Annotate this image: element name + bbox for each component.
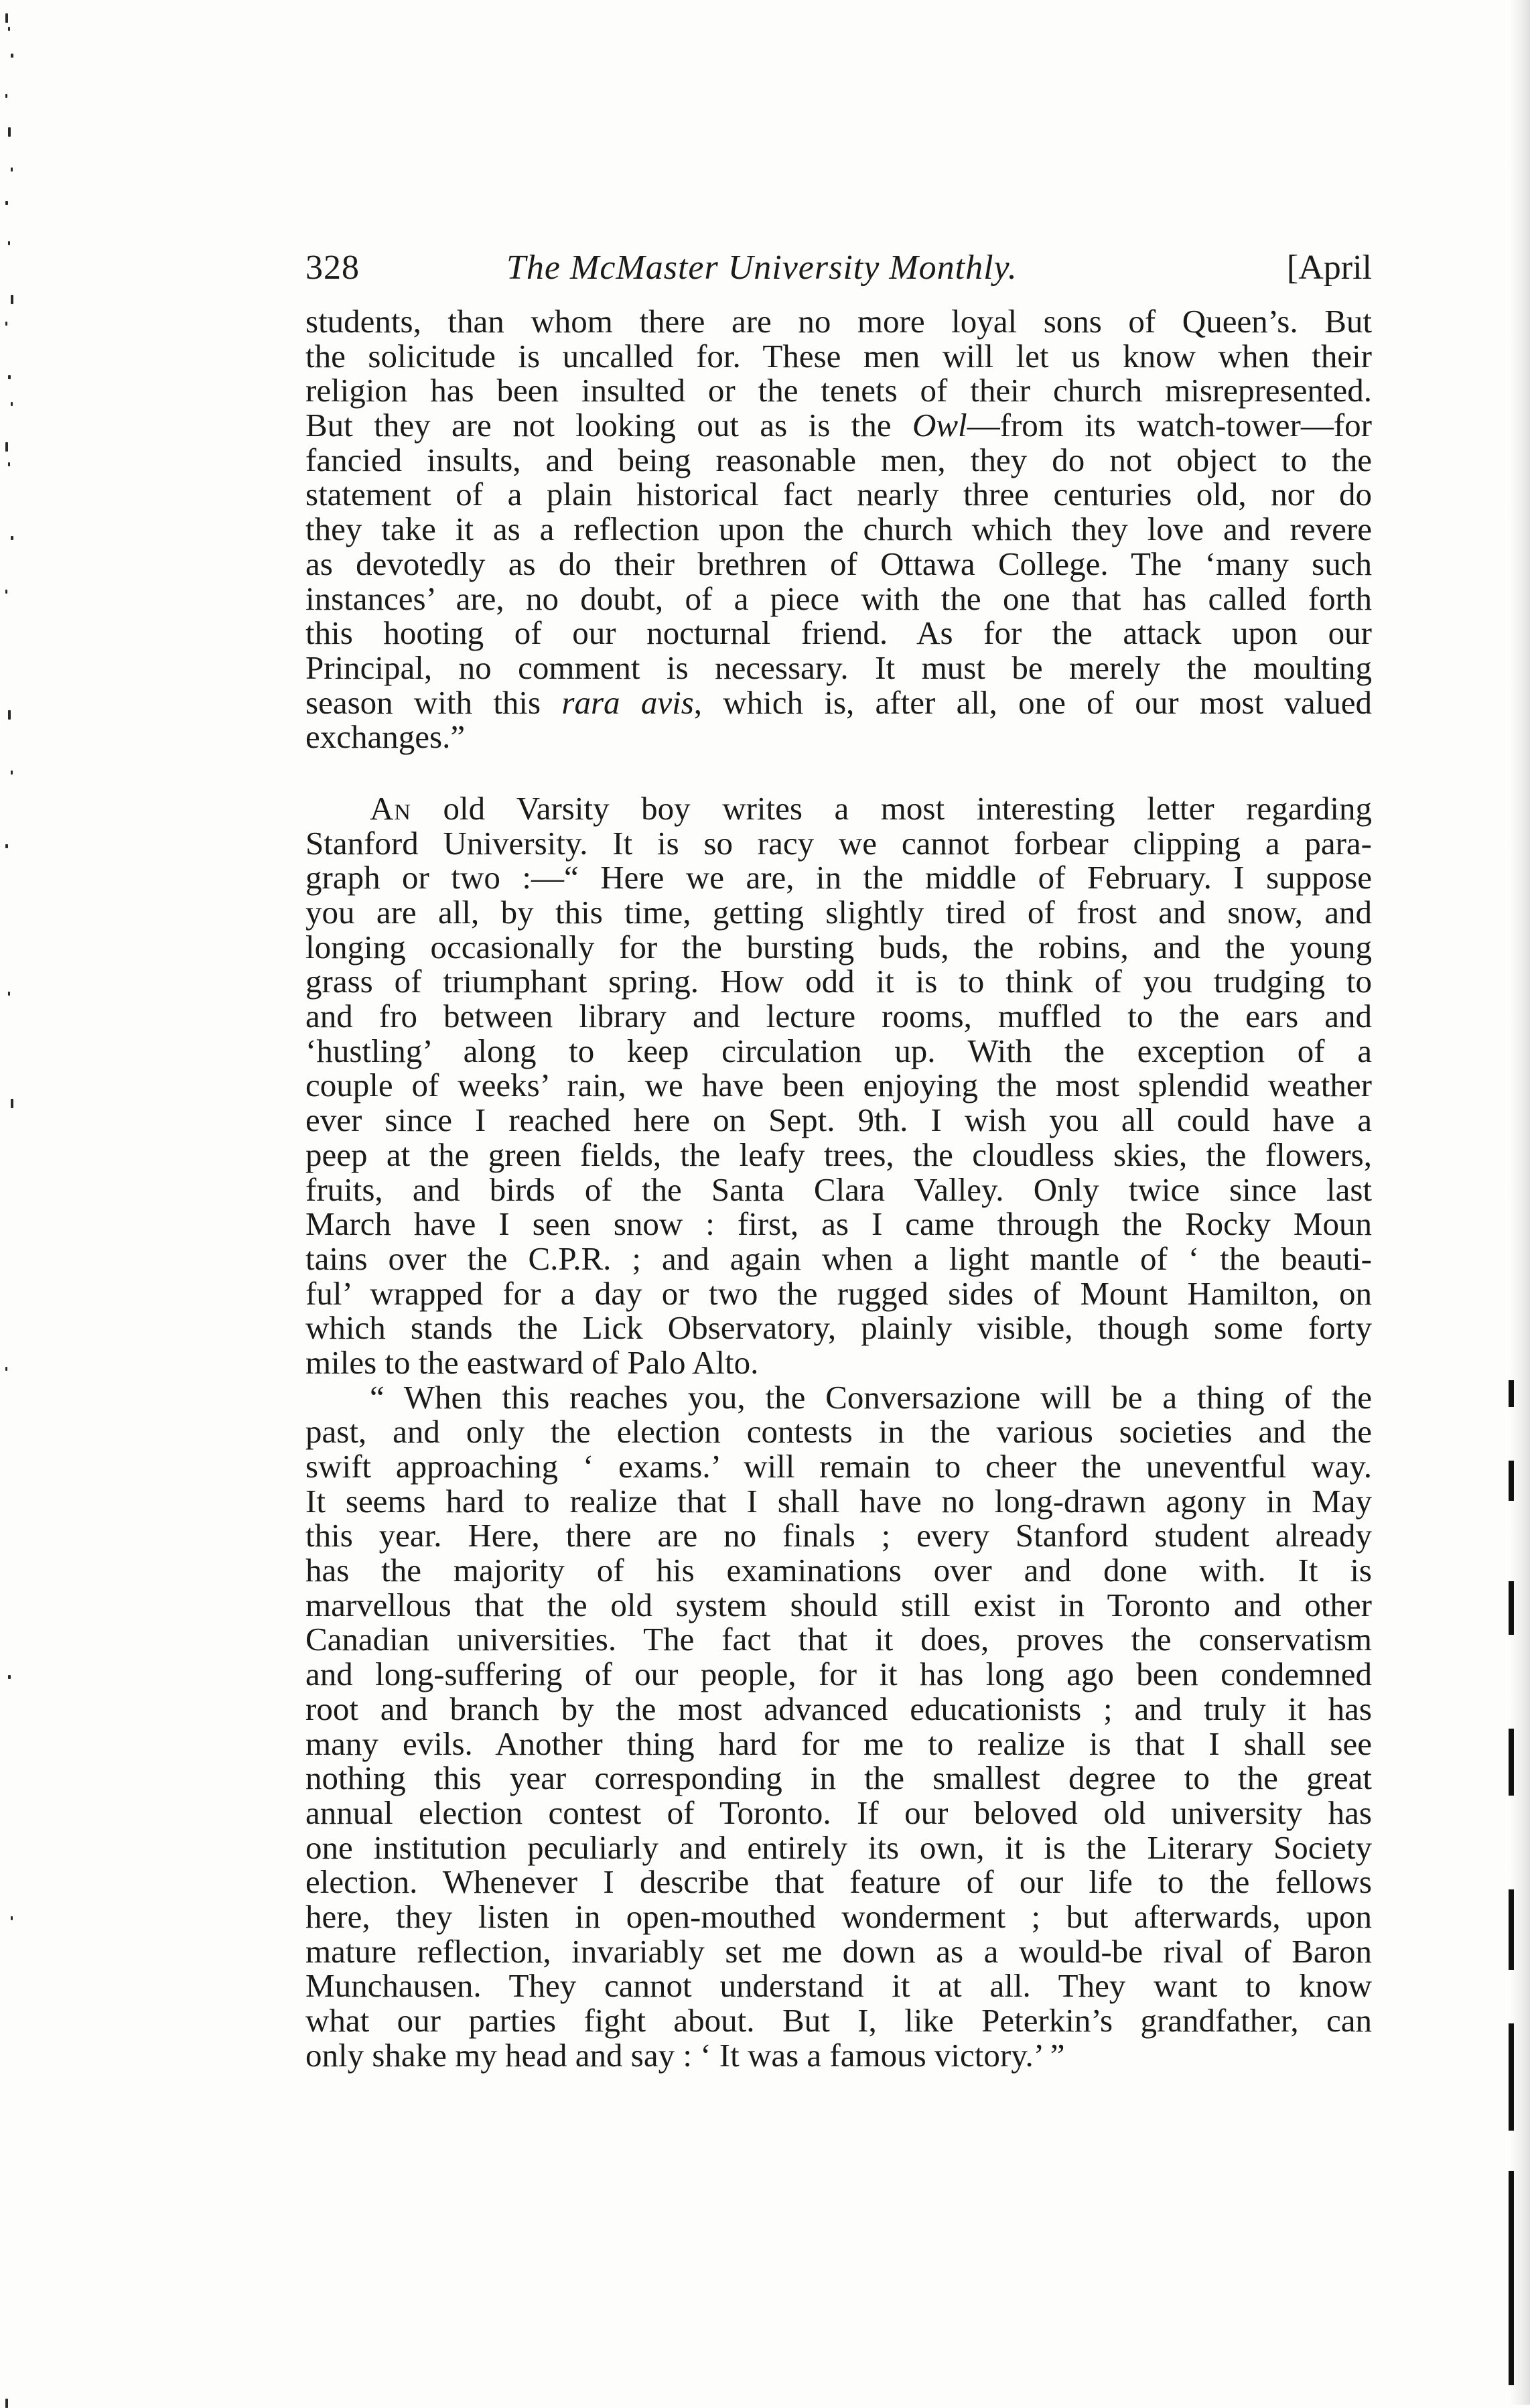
text-line: couple of weeks’ rain, we have been enjoying the most splendid weather: [305, 1067, 1372, 1104]
speck: [8, 992, 10, 996]
speck: [8, 127, 11, 137]
text-line: this hooting of our nocturnal friend. As for the attack upon our: [305, 614, 1372, 652]
text-segment: season with this: [305, 683, 562, 721]
text-line: root and branch by the most advanced educationists ; and truly it has: [305, 1690, 1372, 1727]
edge-mark: [1509, 1581, 1514, 1635]
text-line: instances’ are, no doubt, of a piece with the one that has called forth: [305, 580, 1372, 617]
speck: [5, 442, 8, 452]
text-line: which stands the Lick Observatory, plainly visible, though some forty: [305, 1309, 1372, 1347]
text-line: ever since I reached here on Sept. 9th. I wish you all could have a: [305, 1101, 1372, 1139]
text-line: Munchausen. They cannot understand it at all. They want to know: [305, 1967, 1372, 2005]
text-line: exchanges.”: [305, 718, 466, 756]
text-line: [305, 685, 1372, 720]
text-line: religion has been insulted or the tenets of their church misrepresented.: [305, 372, 1372, 409]
running-head: [305, 241, 1372, 295]
speck: [5, 1367, 7, 1371]
text-line: miles to the eastward of Palo Alto.: [305, 1343, 759, 1381]
speck: [5, 590, 7, 594]
paragraph-stanford-letter: [305, 791, 1372, 1380]
paragraph-owl-reply: [305, 304, 1372, 754]
text-line: ‘hustling’ along to keep circulation up. With the exception of a: [305, 1032, 1372, 1069]
italic-phrase: Owl: [912, 407, 967, 444]
journal-title: The McMaster University Monthly.: [506, 249, 1018, 287]
text-line: what our parties fight about. But I, like Peterkin’s grandfather, can: [305, 2002, 1372, 2039]
issue-month: [April: [1286, 249, 1372, 287]
text-segment: old Varsity boy writes a most interesting letter regarding: [411, 789, 1372, 827]
text-line: ful’ wrapped for a day or two the rugged sides of Mount Hamilton, on: [305, 1274, 1372, 1312]
speck: [8, 710, 11, 720]
text-line: fancied insults, and being reasonable men, they do not object to the: [305, 441, 1372, 478]
speck: [11, 54, 13, 58]
text-line: the solicitude is uncalled for. These men will let us know when their: [305, 337, 1372, 375]
text-line: only shake my head and say : ‘ It was a famous victory.’ ”: [305, 2036, 1065, 2074]
speck: [11, 1916, 13, 1920]
text-line: [305, 408, 1372, 443]
text-line: they take it as a reflection upon the church which they love and revere: [305, 511, 1372, 548]
speck: [8, 1675, 11, 1679]
text-line: as devotedly as do their brethren of Ottawa College. The ‘many such: [305, 545, 1372, 582]
text-line: marvellous that the old system should still exist in Toronto and other: [305, 1586, 1372, 1623]
text-line: and long-suffering of our people, for it has long ago been condemned: [305, 1656, 1372, 1693]
paragraph-gap: [305, 754, 1372, 791]
text-segment: But they are not looking out as is the: [305, 407, 912, 444]
speck: [11, 1099, 13, 1108]
edge-mark: [1509, 1380, 1514, 1407]
edge-mark: [1509, 1461, 1514, 1501]
speck: [5, 94, 7, 98]
text-line: this year. Here, there are no finals ; every Stanford student already: [305, 1517, 1372, 1554]
text-line: grass of triumphant spring. How odd it is to think of you trudging to: [305, 963, 1372, 1000]
text-line: has the majority of his examinations over and done with. It is: [305, 1552, 1372, 1589]
text-line: many evils. Another thing hard for me to realize is that I shall see: [305, 1725, 1372, 1762]
speck: [11, 536, 13, 540]
text-line: Stanford University. It is so racy we cannot forbear clipping a para-: [305, 824, 1372, 862]
text-line: “ When this reaches you, the Conversazione will be a thing of the: [370, 1378, 1372, 1416]
text-line: peep at the green fields, the leafy trees, the cloudless skies, the flowers,: [305, 1136, 1372, 1173]
text-line: graph or two :—“ Here we are, in the middle of February. I suppose: [305, 859, 1372, 896]
drop-word: An: [370, 789, 411, 827]
text-line: Canadian universities. The fact that it does, proves the conservatism: [305, 1621, 1372, 1658]
text-segment: —from its watch-tower—for: [967, 407, 1372, 444]
text-line: swift approaching ‘ exams.’ will remain to cheer the uneventful way.: [305, 1448, 1372, 1485]
speck: [5, 2399, 8, 2408]
text-line: here, they listen in open-mouthed wonderment ; but afterwards, upon: [305, 1897, 1372, 1935]
speck: [5, 201, 8, 205]
edge-mark: [1509, 2023, 1514, 2131]
speck: [5, 13, 8, 23]
binding-edge-marks: [1506, 1380, 1515, 2385]
speck: [5, 844, 8, 848]
speck: [5, 322, 7, 326]
speck: [8, 462, 10, 466]
scan-margin-specks: [0, 0, 47, 2405]
text-line: longing occasionally for the bursting buds, the robins, and the young: [305, 928, 1372, 965]
text-line: students, than whom there are no more loyal sons of Queen’s. But: [305, 303, 1372, 340]
text-line: you are all, by this time, getting slightly tired of frost and snow, and: [305, 894, 1372, 931]
text-line: March have I seen snow : first, as I came through the Rocky Moun: [305, 1205, 1372, 1243]
speck: [11, 295, 13, 304]
text-segment: , which is, after all, one of our most valued: [693, 683, 1373, 721]
text-line: Principal, no comment is necessary. It must be merely the moulting: [305, 649, 1372, 686]
edge-mark: [1509, 1729, 1514, 1796]
text-line: statement of a plain historical fact nearly three centuries old, nor do: [305, 476, 1372, 513]
text-line: fruits, and birds of the Santa Clara Valley. Only twice since last: [305, 1170, 1372, 1208]
text-line: nothing this year corresponding in the smallest degree to the great: [305, 1759, 1372, 1797]
italic-phrase: rara avis: [561, 683, 694, 721]
paragraph-conversazione: [305, 1380, 1372, 2073]
speck: [8, 241, 10, 245]
text-line: tains over the C.P.R. ; and again when a light mantle of ‘ the beauti-: [305, 1240, 1372, 1277]
edge-mark: [1509, 2171, 1514, 2385]
edge-mark: [1509, 1889, 1514, 1970]
text-line: one institution peculiarly and entirely its own, it is the Literary Society: [305, 1828, 1372, 1866]
text-line: It seems hard to realize that I shall have no long-drawn agony in May: [305, 1482, 1372, 1520]
speck: [8, 27, 10, 31]
speck: [11, 402, 13, 406]
page-number: 328: [305, 249, 360, 287]
text-line: past, and only the election contests in the various societies and the: [305, 1413, 1372, 1451]
speck: [11, 771, 13, 775]
text-line: election. Whenever I describe that feature of our life to the fellows: [305, 1863, 1372, 1901]
speck: [8, 375, 11, 379]
text-line: annual election contest of Toronto. If our beloved old university has: [305, 1794, 1372, 1831]
speck: [11, 168, 13, 172]
text-line: mature reflection, invariably set me down as a would-be rival of Baron: [305, 1932, 1372, 1970]
article-body: [305, 304, 1372, 2072]
text-line: [305, 791, 1372, 826]
book-page: [305, 241, 1372, 2072]
text-line: and fro between library and lecture rooms, muffled to the ears and: [305, 998, 1372, 1035]
